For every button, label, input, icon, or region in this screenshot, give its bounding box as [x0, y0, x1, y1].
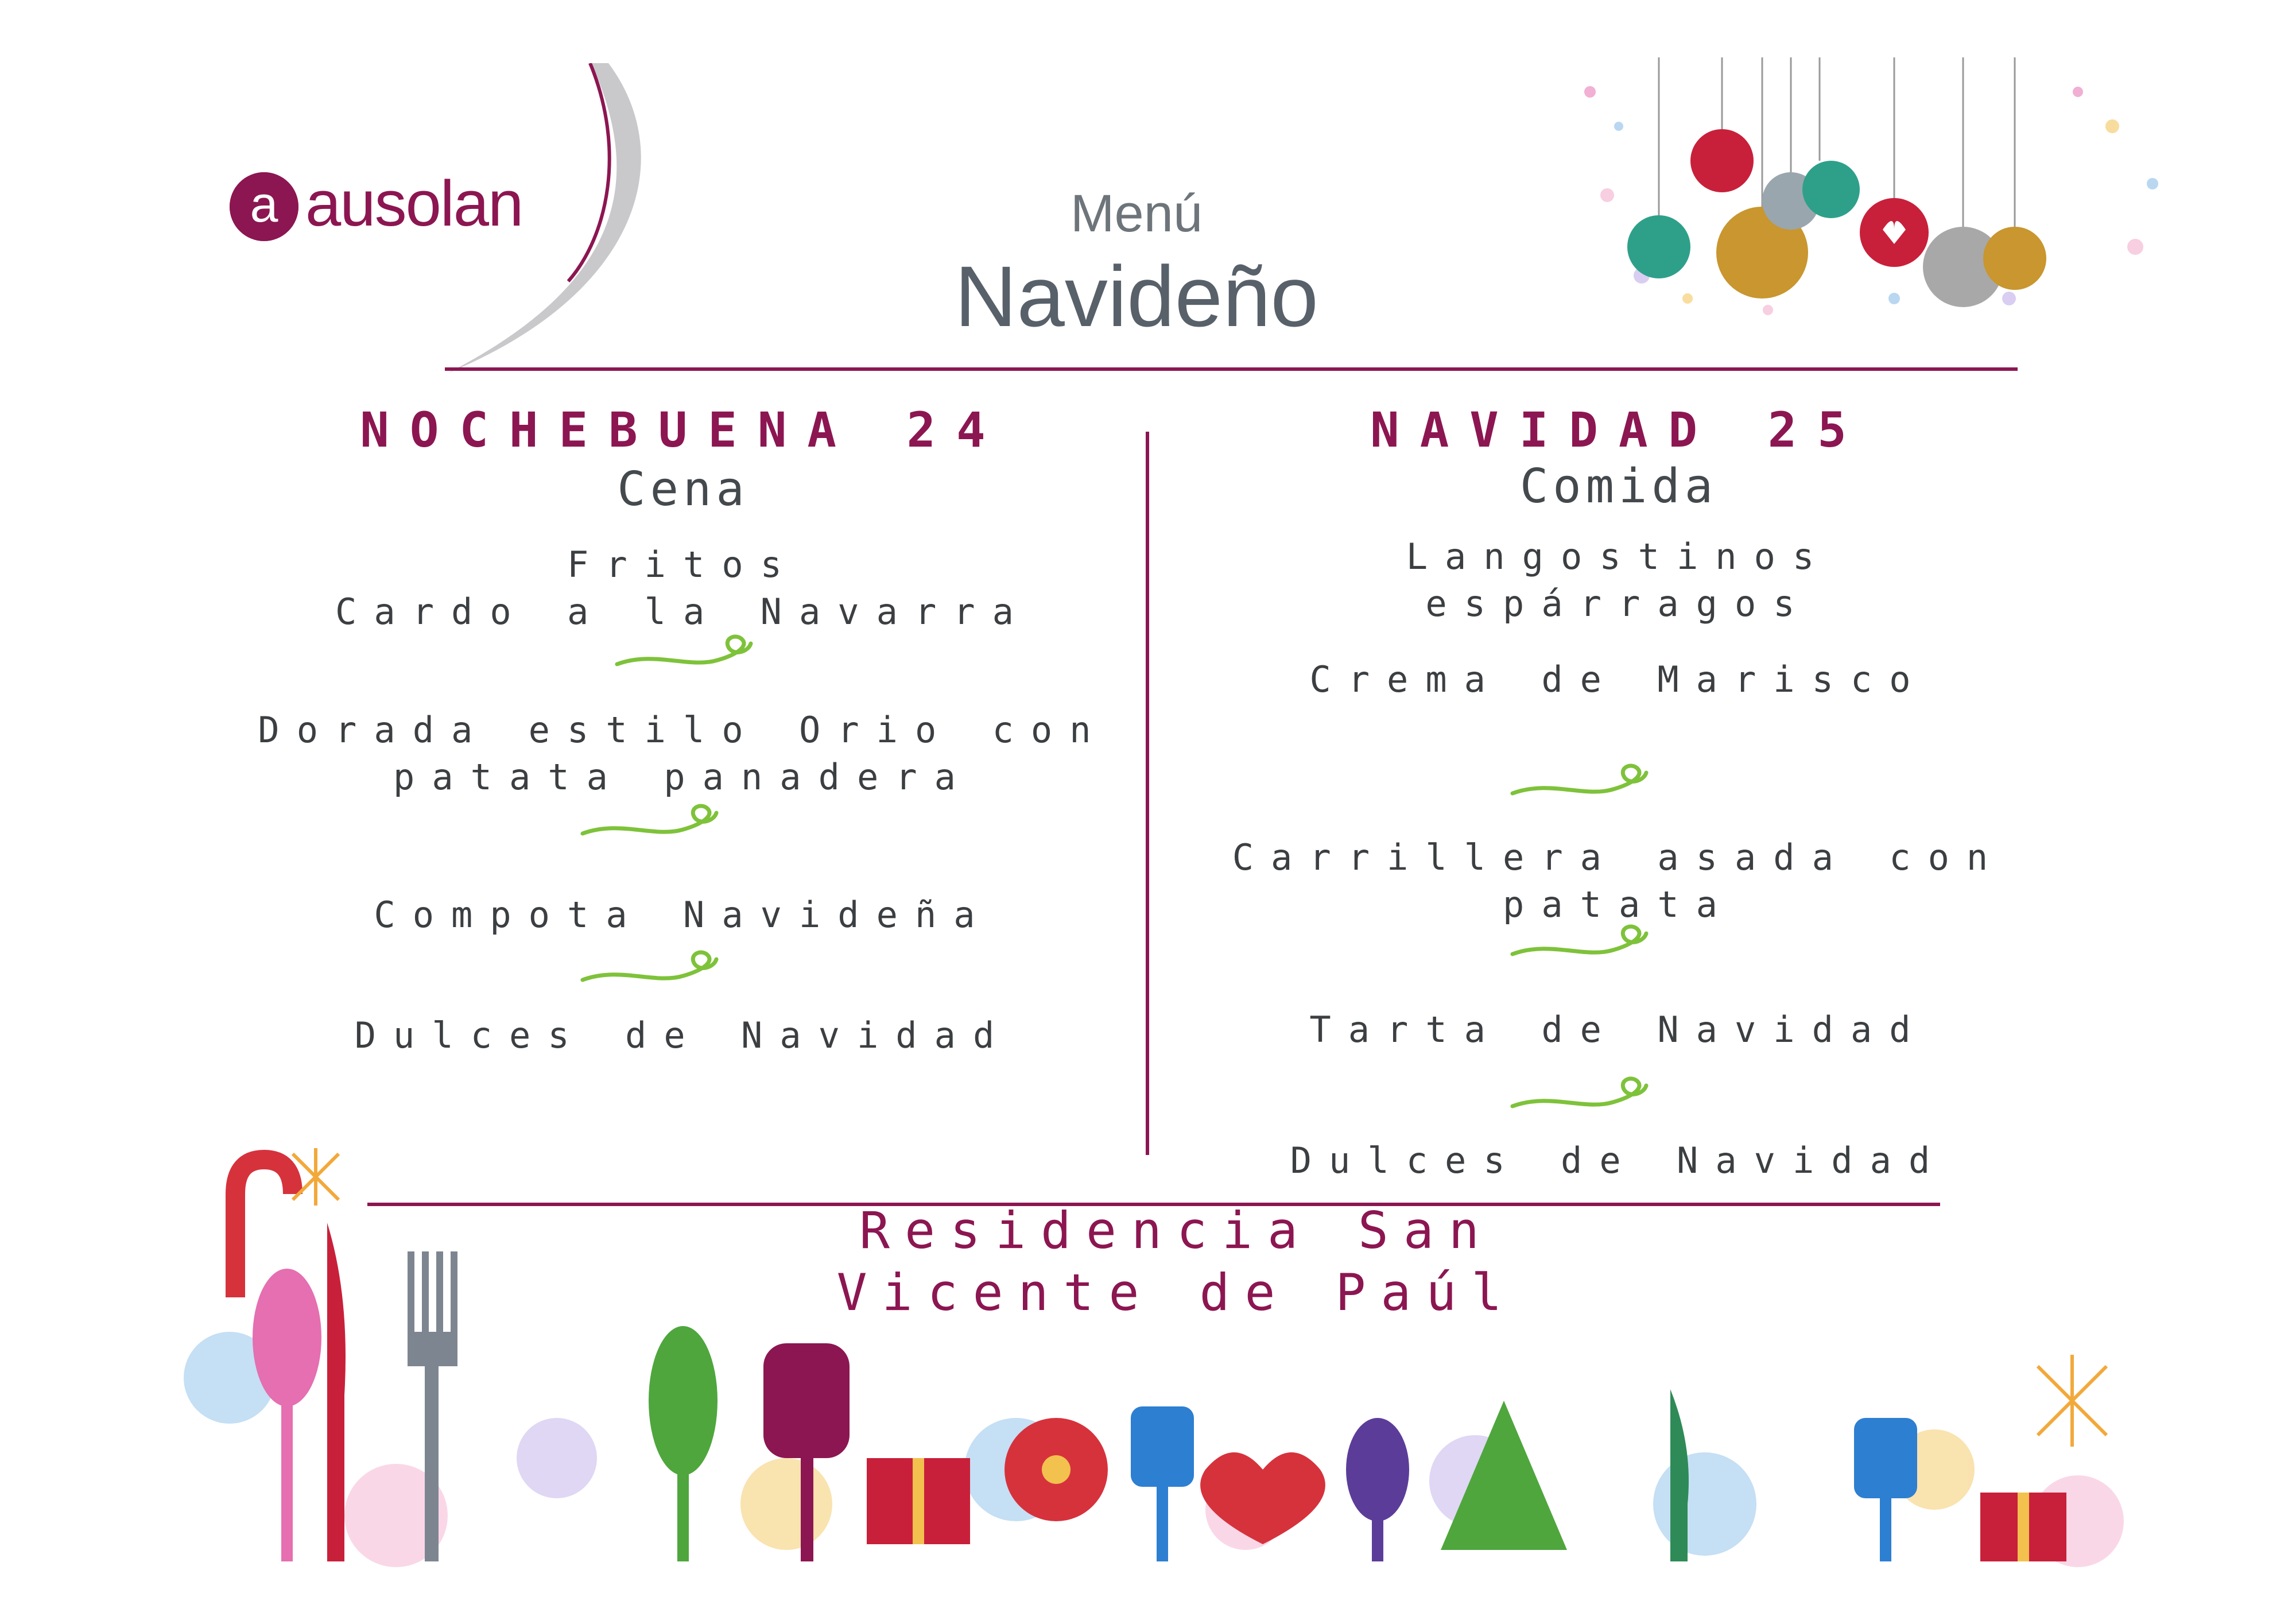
swirl-divider-1 [614, 629, 763, 680]
residence-name-line2: Vicente de Paúl [836, 1263, 1517, 1322]
decorative-swoosh [436, 63, 666, 373]
comida-subheading: Comida [1519, 459, 1718, 514]
dish-fritos: Fritos [567, 544, 799, 586]
swirl-divider-2 [580, 798, 729, 850]
residence-name [746, 1200, 1607, 1324]
dish-carrillera: Carrillera asada con [1232, 836, 2006, 878]
dish-tarta: Tarta de Navidad [1309, 1009, 1928, 1051]
dish-carrillera-side: patata [1503, 883, 1735, 925]
swirl-divider-6 [1510, 1071, 1659, 1122]
top-divider [445, 367, 2018, 371]
residence-name-line1: Residencia San [859, 1201, 1494, 1260]
dish-dulces-right: Dulces de Navidad [1290, 1139, 1948, 1181]
dish-esparragos: espárragos [1425, 583, 1812, 625]
dish-crema: Crema de Marisco [1309, 658, 1928, 700]
christmas-ornaments-decoration [1573, 57, 2170, 327]
dish-langostinos: Langostinos [1406, 536, 1832, 577]
dish-dorada-side: patata panadera [393, 756, 973, 798]
title-navideno: Navideño [955, 248, 1318, 344]
svg-text:a: a [250, 176, 278, 232]
title-menu: Menú [1070, 184, 1203, 243]
nochebuena-heading: NOCHEBUENA 24 [360, 402, 1006, 458]
dish-compota: Compota Navideña [374, 894, 992, 936]
dish-cardo: Cardo a la Navarra [335, 591, 1031, 633]
swirl-divider-3 [580, 944, 729, 996]
swirl-divider-5 [1510, 918, 1659, 970]
logo-wordmark: ausolan [305, 168, 523, 239]
cena-subheading: Cena [617, 462, 749, 517]
logo-mark [230, 172, 298, 241]
dish-dulces-left: Dulces de Navidad [354, 1014, 1012, 1056]
navidad-heading: NAVIDAD 25 [1370, 402, 1867, 458]
swirl-divider-4 [1510, 758, 1659, 809]
dish-dorada: Dorada estilo Orio con [258, 709, 1108, 751]
